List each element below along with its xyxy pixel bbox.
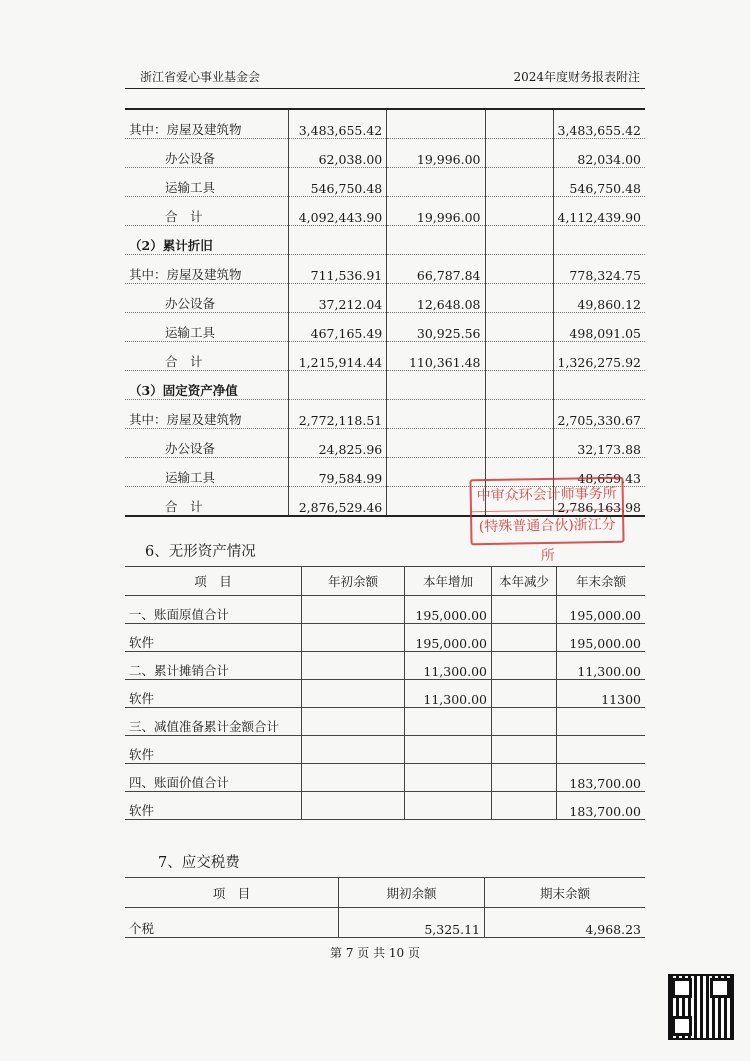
- increase: 110,361.48: [387, 342, 485, 371]
- decrease: [485, 226, 553, 255]
- decrease: [485, 371, 553, 400]
- table-row: [125, 764, 645, 792]
- end-balance: 778,324.75: [553, 255, 645, 284]
- end-balance: 195,000.00: [557, 596, 646, 624]
- increase: [387, 371, 485, 400]
- row-label: 三、减值准备累计金额合计: [125, 708, 302, 736]
- decrease: [492, 708, 557, 736]
- org-name: 浙江省爱心事业基金会: [140, 70, 261, 84]
- begin-balance: 711,536.91: [289, 255, 387, 284]
- increase: 11,300.00: [405, 652, 492, 680]
- row-label: 一、账面原值合计: [125, 596, 302, 624]
- column-header: 项 目: [125, 567, 302, 596]
- row-label: 二、累计摊销合计: [125, 652, 302, 680]
- table-row: [125, 313, 645, 342]
- end-balance: 32,173.88: [553, 429, 645, 458]
- decrease: [485, 255, 553, 284]
- table-row: [125, 429, 645, 458]
- report-title: 2024年度财务报表附注: [513, 70, 640, 84]
- stamp-line-1: 中审众环会计师事务所: [476, 485, 617, 505]
- decrease: [492, 680, 557, 708]
- increase: [387, 226, 485, 255]
- row-label: 运输工具: [125, 313, 289, 342]
- increase: 11,300.00: [405, 680, 492, 708]
- decrease: [492, 624, 557, 652]
- column-header: 年初余额: [302, 567, 405, 596]
- increase: [387, 400, 485, 429]
- begin-balance: [302, 652, 405, 680]
- end-balance: [557, 708, 646, 736]
- end-balance: 183,700.00: [557, 764, 646, 792]
- column-header: 本年增加: [405, 567, 492, 596]
- taxes-section-title: 7、应交税费: [158, 855, 240, 871]
- row-label: 办公设备: [125, 429, 289, 458]
- row-label: （2）累计折旧: [125, 226, 289, 255]
- begin-balance: [289, 226, 387, 255]
- increase: 195,000.00: [405, 596, 492, 624]
- end-balance: 82,034.00: [553, 139, 645, 168]
- column-header: 项 目: [125, 878, 339, 908]
- end-balance: 4,968.23: [485, 908, 646, 938]
- begin-balance: 37,212.04: [289, 284, 387, 313]
- table-row: [125, 284, 645, 313]
- table-row: [125, 197, 645, 226]
- end-balance: 1,326,275.92: [553, 342, 645, 371]
- fixed-assets-table: [125, 108, 645, 517]
- increase: [387, 168, 485, 197]
- decrease: [485, 284, 553, 313]
- begin-balance: 79,584.99: [289, 458, 387, 487]
- begin-balance: 467,165.49: [289, 313, 387, 342]
- increase: 66,787.84: [387, 255, 485, 284]
- end-balance: 195,000.00: [557, 624, 646, 652]
- decrease: [485, 139, 553, 168]
- end-balance: 11,300.00: [557, 652, 646, 680]
- decrease: [492, 736, 557, 764]
- row-label: 运输工具: [125, 458, 289, 487]
- begin-balance: [289, 371, 387, 400]
- end-balance: 3,483,655.42: [553, 109, 645, 139]
- end-balance: [557, 736, 646, 764]
- table-header-row: [125, 878, 645, 908]
- table-row: [125, 792, 645, 820]
- increase: [405, 708, 492, 736]
- table-row: [125, 168, 645, 197]
- end-balance: 4,112,439.90: [553, 197, 645, 226]
- qr-code-icon: [668, 974, 734, 1040]
- decrease: [492, 764, 557, 792]
- table-row: [125, 652, 645, 680]
- intangible-section-title: 6、无形资产情况: [145, 544, 256, 560]
- table-row: [125, 109, 645, 139]
- header-divider: [125, 88, 645, 89]
- table-row: [125, 624, 645, 652]
- end-balance: 49,860.12: [553, 284, 645, 313]
- row-label: 软件: [125, 792, 302, 820]
- auditor-stamp: [469, 477, 624, 565]
- table-row: [125, 596, 645, 624]
- begin-balance: [302, 596, 405, 624]
- increase: 30,925.56: [387, 313, 485, 342]
- increase: 19,996.00: [387, 139, 485, 168]
- increase: 19,996.00: [387, 197, 485, 226]
- column-header: 年末余额: [557, 567, 646, 596]
- increase: 195,000.00: [405, 624, 492, 652]
- end-balance: 546,750.48: [553, 168, 645, 197]
- row-label: 软件: [125, 680, 302, 708]
- table-header-row: [125, 567, 645, 596]
- increase: [405, 792, 492, 820]
- end-balance: 498,091.05: [553, 313, 645, 342]
- begin-balance: 3,483,655.42: [289, 109, 387, 139]
- begin-balance: 24,825.96: [289, 429, 387, 458]
- decrease: [485, 342, 553, 371]
- table-row: [125, 708, 645, 736]
- increase: [387, 109, 485, 139]
- begin-balance: 546,750.48: [289, 168, 387, 197]
- row-label: 合 计: [125, 342, 289, 371]
- increase: 12,648.08: [387, 284, 485, 313]
- table-row: [125, 255, 645, 284]
- begin-balance: 2,876,529.46: [289, 487, 387, 517]
- row-label: （3）固定资产净值: [125, 371, 289, 400]
- end-balance: 2,705,330.67: [553, 400, 645, 429]
- begin-balance: 2,772,118.51: [289, 400, 387, 429]
- taxes-table: [125, 877, 645, 938]
- column-header: 期初余额: [339, 878, 485, 908]
- begin-balance: [302, 680, 405, 708]
- row-label: 其中：房屋及建筑物: [125, 400, 289, 429]
- end-balance: 2,786,163.98: [553, 487, 645, 517]
- table-row: [125, 371, 645, 400]
- begin-balance: 5,325.11: [339, 908, 485, 938]
- end-balance: 11300: [557, 680, 646, 708]
- decrease: [485, 429, 553, 458]
- begin-balance: [302, 624, 405, 652]
- decrease: [492, 792, 557, 820]
- increase: [387, 429, 485, 458]
- table-row: [125, 139, 645, 168]
- begin-balance: 4,092,443.90: [289, 197, 387, 226]
- row-label: 四、账面价值合计: [125, 764, 302, 792]
- end-balance: 183,700.00: [557, 792, 646, 820]
- row-label: 合 计: [165, 499, 203, 514]
- decrease: [492, 652, 557, 680]
- row-label: 其中：房屋及建筑物: [125, 109, 289, 139]
- column-header: 本年减少: [492, 567, 557, 596]
- decrease: [485, 109, 553, 139]
- begin-balance: 1,215,914.44: [289, 342, 387, 371]
- end-balance: [553, 226, 645, 255]
- decrease: [492, 596, 557, 624]
- decrease: [485, 400, 553, 429]
- intangible-assets-table: [125, 566, 645, 820]
- page-number: 第 7 页 共 10 页: [330, 946, 420, 960]
- row-label: 办公设备: [125, 139, 289, 168]
- decrease: [485, 168, 553, 197]
- row-label: 办公设备: [125, 284, 289, 313]
- row-label: 其中：房屋及建筑物: [125, 255, 289, 284]
- end-balance: [553, 371, 645, 400]
- increase: [405, 736, 492, 764]
- table-row: [125, 908, 645, 938]
- increase: [405, 764, 492, 792]
- begin-balance: [302, 792, 405, 820]
- begin-balance: [302, 764, 405, 792]
- row-label: 个税: [125, 908, 339, 938]
- column-header: 期末余额: [485, 878, 646, 908]
- table-row: [125, 400, 645, 429]
- begin-balance: [302, 708, 405, 736]
- decrease: [485, 313, 553, 342]
- table-row: [125, 226, 645, 255]
- row-label: 软件: [125, 736, 302, 764]
- table-row: [125, 736, 645, 764]
- decrease: [485, 197, 553, 226]
- begin-balance: [302, 736, 405, 764]
- begin-balance: 62,038.00: [289, 139, 387, 168]
- table-row: [125, 342, 645, 371]
- row-label: 合 计: [125, 197, 289, 226]
- row-label: 运输工具: [125, 168, 289, 197]
- row-label: 软件: [125, 624, 302, 652]
- table-row: [125, 680, 645, 708]
- stamp-line-2: (特殊普通合伙)浙江分所: [472, 509, 623, 543]
- end-balance: 48,659.43: [553, 458, 645, 487]
